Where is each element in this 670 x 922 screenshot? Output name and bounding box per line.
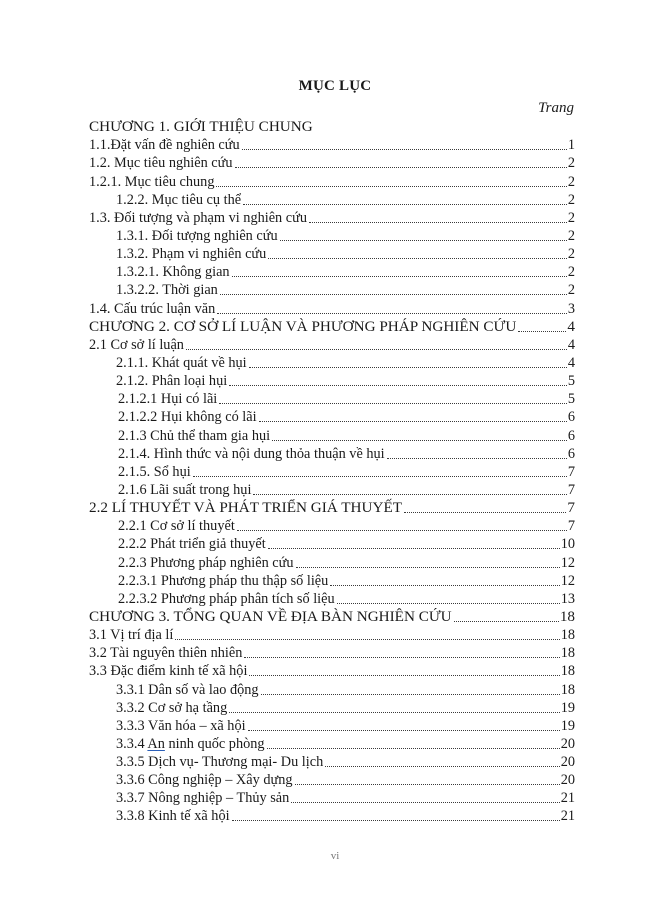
toc-entry-label: 1.1.Đặt vấn đề nghiên cứu <box>89 137 240 154</box>
dot-leader <box>330 572 559 590</box>
toc-entry-page: 1 <box>567 137 575 154</box>
spellcheck-underlined-word: An <box>147 735 165 752</box>
toc-entry-label <box>116 735 265 753</box>
toc-entry-label: 3.3.5 Dịch vụ- Thương mại- Du lịch <box>116 754 324 771</box>
toc-entry[interactable] <box>89 390 575 408</box>
toc-entry-label: 2.1 Cơ sở lí luận <box>89 336 184 353</box>
toc-entry-label: 3.1 Vị trí địa lí <box>89 627 174 644</box>
toc-entry-label: 1.3.2.2. Thời gian <box>116 282 218 299</box>
toc-entry-label: CHƯƠNG 1. GIỚI THIỆU CHUNG <box>89 118 313 136</box>
toc-entry-page: 2 <box>567 155 575 172</box>
toc-entry[interactable] <box>89 789 575 807</box>
toc-entry[interactable] <box>89 154 575 172</box>
toc-entry-label: 1.3.2.1. Không gian <box>116 264 230 281</box>
toc-entry-label: CHƯƠNG 3. TỔNG QUAN VỀ ĐỊA BÀN NGHIÊN CỨU <box>89 607 452 625</box>
toc-entry[interactable] <box>89 372 575 390</box>
toc-entry-page: 2 <box>567 282 575 299</box>
toc-entry[interactable] <box>89 299 575 317</box>
toc-entry-page: 19 <box>560 699 575 716</box>
toc-entry[interactable] <box>89 336 575 354</box>
toc-entry-page: 7 <box>567 499 575 517</box>
dot-leader <box>235 154 567 172</box>
toc-entry-page: 6 <box>567 427 575 444</box>
toc-entry-label: 2.2.3.2 Phương pháp phân tích số liệu <box>118 590 335 607</box>
toc-entry-label: 3.3.3 Văn hóa – xã hội <box>116 717 246 734</box>
toc-entry-page: 2 <box>567 246 575 263</box>
toc-entry-label: 2.1.2.2 Hụi không có lãi <box>118 409 257 426</box>
table-of-contents <box>89 118 575 825</box>
dot-leader <box>220 281 567 299</box>
toc-entry-label: 3.3.7 Nông nghiệp – Thủy sản <box>116 790 290 807</box>
toc-entry-page: 12 <box>560 572 575 589</box>
dot-leader <box>315 118 574 136</box>
toc-entry-label: 3.2 Tài nguyên thiên nhiên <box>89 645 243 662</box>
toc-entry[interactable] <box>89 717 575 735</box>
toc-entry-page: 21 <box>560 790 575 807</box>
label-suffix: ninh quốc phòng <box>164 735 265 752</box>
dot-leader <box>280 227 567 245</box>
toc-entry-page: 7 <box>567 463 575 480</box>
toc-entry-label: 2.1.2. Phân loại hụi <box>116 373 228 390</box>
toc-entry[interactable] <box>89 481 575 499</box>
toc-entry-label: 3.3.8 Kinh tế xã hội <box>116 808 230 825</box>
dot-leader <box>325 753 559 771</box>
toc-entry-label: 3.3.1 Dân số và lao động <box>116 681 259 698</box>
dot-leader <box>232 807 560 825</box>
dot-leader <box>232 263 567 281</box>
toc-entry-label: 3.3 Đặc điểm kinh tế xã hội <box>89 663 248 680</box>
toc-entry-label: 2.1.4. Hình thức và nội dung thỏa thuận về hụi <box>118 445 385 462</box>
toc-entry-label: 3.3.6 Công nghiệp – Xây dựng <box>116 772 293 789</box>
footer-page-number: vi <box>330 850 340 862</box>
dot-leader <box>249 354 567 372</box>
toc-entry[interactable] <box>89 699 575 717</box>
toc-entry-page: 7 <box>567 518 575 535</box>
dot-leader <box>291 789 559 807</box>
dot-leader <box>217 300 567 318</box>
dot-leader <box>216 173 566 191</box>
dot-leader <box>259 408 567 426</box>
toc-entry-page: 20 <box>560 772 575 789</box>
toc-entry[interactable] <box>89 680 575 698</box>
toc-entry-label: 2.2.3.1 Phương pháp thu thập số liệu <box>118 572 329 589</box>
toc-entry-label: 1.3.1. Đối tượng nghiên cứu <box>116 227 278 244</box>
toc-entry-page: 18 <box>559 607 575 625</box>
toc-entry-page: 2 <box>567 227 575 244</box>
toc-entry[interactable] <box>89 644 575 662</box>
toc-entry-section-2-2[interactable] <box>89 499 575 517</box>
toc-entry-page: 21 <box>560 808 575 825</box>
toc-entry-page: 5 <box>567 373 575 390</box>
page-title: MỤC LỤC <box>298 78 372 94</box>
dot-leader <box>295 771 560 789</box>
toc-entry-label: 3.3.2 Cơ sở hạ tầng <box>116 699 228 716</box>
toc-entry[interactable] <box>89 517 575 535</box>
dot-leader <box>296 554 560 572</box>
dot-leader <box>229 699 559 717</box>
dot-leader <box>219 390 567 408</box>
toc-entry-label: 1.4. Cấu trúc luận văn <box>89 300 216 317</box>
toc-entry-page: 2 <box>567 264 575 281</box>
toc-entry-chapter-2[interactable] <box>89 318 575 336</box>
toc-entry-page: 4 <box>567 354 575 371</box>
toc-entry[interactable] <box>89 354 575 372</box>
dot-leader <box>248 717 560 735</box>
toc-entry-label: 2.1.6 Lãi suất trong hụi <box>118 481 252 498</box>
dot-leader <box>267 735 560 753</box>
dot-leader <box>249 662 559 680</box>
dot-leader <box>186 336 567 354</box>
dot-leader <box>193 463 567 481</box>
toc-entry-page: 4 <box>567 317 575 335</box>
toc-entry[interactable] <box>89 408 575 426</box>
toc-entry[interactable] <box>89 590 575 608</box>
toc-entry-page: 19 <box>560 717 575 734</box>
toc-entry[interactable] <box>89 771 575 789</box>
toc-entry-page: 18 <box>560 645 575 662</box>
toc-entry[interactable] <box>89 136 575 154</box>
toc-entry-page: 18 <box>560 627 575 644</box>
toc-entry-page: 13 <box>560 590 575 607</box>
toc-entry-page: 7 <box>567 481 575 498</box>
toc-entry-page: 18 <box>560 663 575 680</box>
dot-leader <box>229 372 567 390</box>
toc-entry-label: CHƯƠNG 2. CƠ SỞ LÍ LUẬN VÀ PHƯƠNG PHÁP NGHIÊN CỨU <box>89 317 517 335</box>
toc-entry[interactable] <box>89 535 575 553</box>
toc-entry[interactable] <box>89 426 575 444</box>
toc-entry-chapter-1[interactable] <box>89 118 575 136</box>
toc-entry-label: 2.1.1. Khát quát về hụi <box>116 354 247 371</box>
toc-entry-label: 2.2 LÍ THUYẾT VÀ PHÁT TRIỂN GIÁ THUYẾT <box>89 499 403 517</box>
dot-leader <box>272 427 567 445</box>
toc-entry-page: 10 <box>560 536 575 553</box>
toc-entry[interactable] <box>89 626 575 644</box>
dot-leader <box>518 318 566 336</box>
page-column-label: Trang <box>538 100 574 116</box>
dot-leader <box>237 517 567 535</box>
dot-leader <box>244 644 559 662</box>
toc-entry-label: 2.2.2 Phát triển giả thuyết <box>118 536 266 553</box>
toc-entry-label: 1.2. Mục tiêu nghiên cứu <box>89 155 233 172</box>
toc-entry-label: 2.2.1 Cơ sở lí thuyết <box>118 518 235 535</box>
toc-entry[interactable] <box>89 172 575 190</box>
toc-entry[interactable] <box>89 735 575 753</box>
toc-entry-page: 12 <box>560 554 575 571</box>
toc-entry-chapter-3[interactable] <box>89 608 575 626</box>
toc-entry[interactable] <box>89 227 575 245</box>
toc-entry[interactable] <box>89 753 575 771</box>
dot-leader <box>268 535 560 553</box>
toc-entry-page: 6 <box>567 409 575 426</box>
dot-leader <box>387 445 567 463</box>
dot-leader <box>337 590 560 608</box>
toc-entry-label: 2.1.5. Sổ hụi <box>118 463 191 480</box>
toc-entry-label: 1.2.1. Mục tiêu chung <box>89 173 215 190</box>
label-prefix: 3.3.4 <box>116 735 148 752</box>
toc-entry-page: 18 <box>560 681 575 698</box>
toc-entry[interactable] <box>89 662 575 680</box>
toc-entry-label: 2.2.3 Phương pháp nghiên cứu <box>118 554 294 571</box>
toc-entry[interactable] <box>89 553 575 571</box>
dot-leader <box>454 608 559 626</box>
toc-entry[interactable] <box>89 245 575 263</box>
toc-entry[interactable] <box>89 281 575 299</box>
toc-entry-label: 1.2.2. Mục tiêu cụ thể <box>116 191 242 208</box>
dot-leader <box>242 136 567 154</box>
toc-entry-page: 2 <box>567 209 575 226</box>
toc-entry-page: 6 <box>567 445 575 462</box>
dot-leader <box>253 481 566 499</box>
toc-entry-label: 2.1.2.1 Hụi có lãi <box>118 391 218 408</box>
toc-entry-page: 2 <box>567 173 575 190</box>
toc-entry-page: 5 <box>567 391 575 408</box>
toc-entry[interactable] <box>89 191 575 209</box>
toc-entry-page: 20 <box>560 735 575 752</box>
toc-entry-page: 20 <box>560 754 575 771</box>
dot-leader <box>175 626 559 644</box>
dot-leader <box>261 681 560 699</box>
toc-entry[interactable] <box>89 445 575 463</box>
toc-entry-label: 1.3. Đối tượng và phạm vi nghiên cứu <box>89 209 308 226</box>
toc-entry[interactable] <box>89 572 575 590</box>
toc-entry[interactable] <box>89 209 575 227</box>
dot-leader <box>268 245 567 263</box>
dot-leader <box>309 209 567 227</box>
toc-entry[interactable] <box>89 807 575 825</box>
toc-entry-page: 4 <box>567 336 575 353</box>
toc-entry[interactable] <box>89 463 575 481</box>
toc-entry[interactable] <box>89 263 575 281</box>
toc-entry-page: 3 <box>567 300 575 317</box>
toc-entry-label: 2.1.3 Chủ thể tham gia hụi <box>118 427 271 444</box>
toc-entry-page: 2 <box>567 191 575 208</box>
toc-entry-label: 1.3.2. Phạm vi nghiên cứu <box>116 246 267 263</box>
dot-leader <box>404 499 566 517</box>
dot-leader <box>243 191 567 209</box>
